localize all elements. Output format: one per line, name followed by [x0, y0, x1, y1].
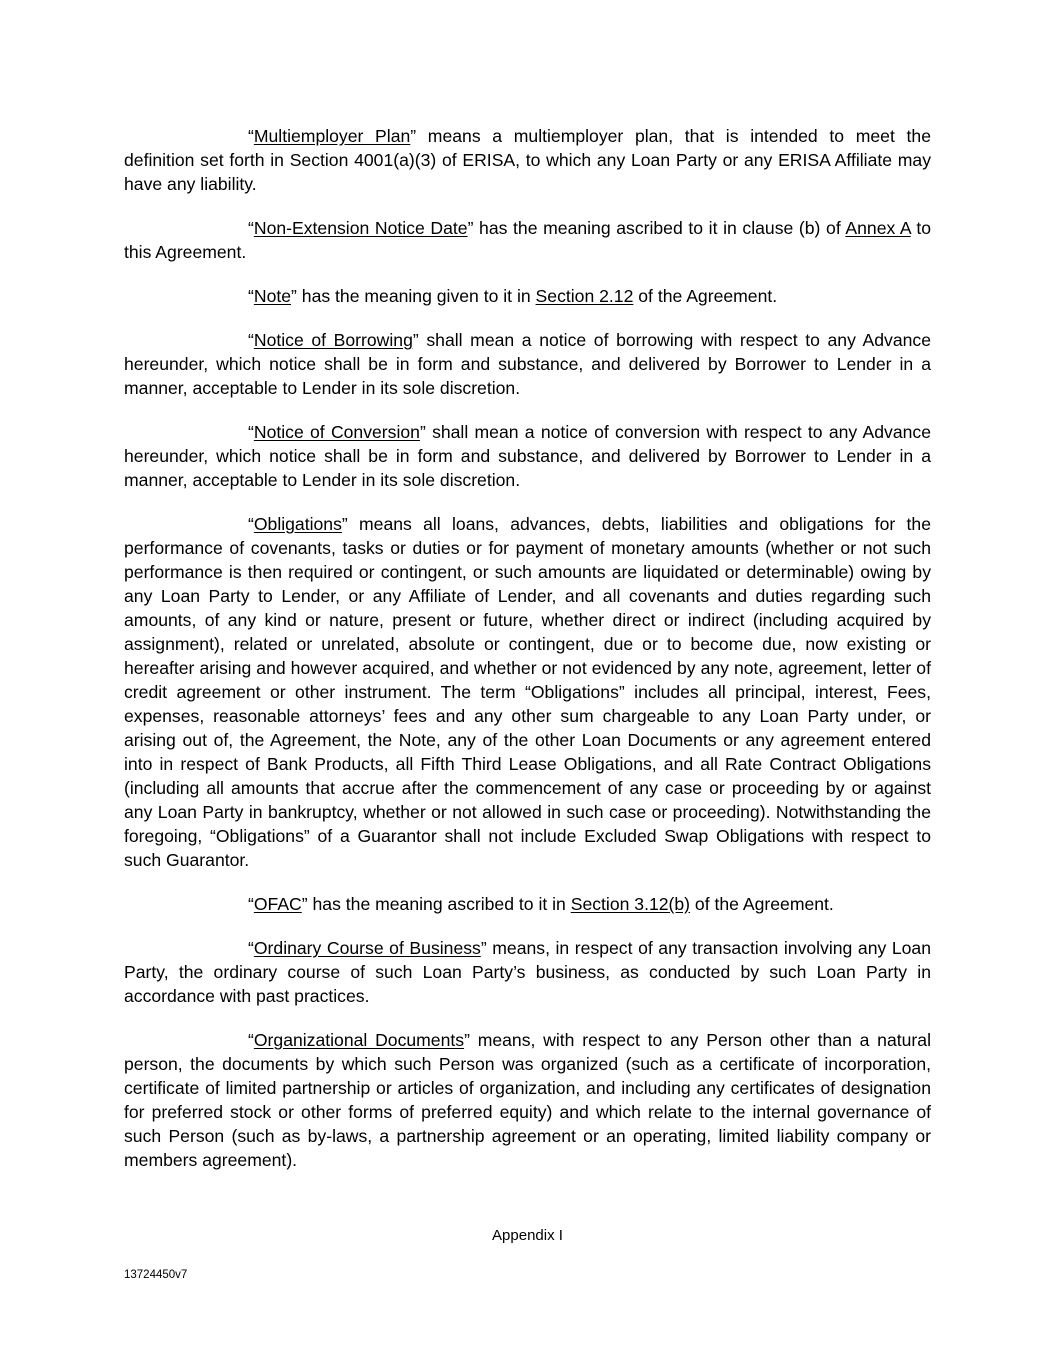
close-quote: ” — [341, 514, 348, 534]
close-quote: ” — [419, 422, 426, 442]
close-quote: ” — [291, 286, 297, 306]
defined-term: Note — [253, 286, 292, 306]
definition-text: means all loans, advances, debts, liabilities and obligations for the performance of covenants, tasks or duties or for payment of monetary amounts (whether or not such performance is then required or contingent, or such amounts are liquidated or determinable) owing by any Loan Party to Lender, or any Affiliate of Lender, and all covenants and duties regarding such amounts, of any kind or nature, present or future, whether direct or indirect (including acquired by assignment), related or unrelated, absolute or contingent, due or to become due, now existing or hereafter arising and however acquired, and whether or not evidenced by any note, agreement, letter of credit agreement or other instrument. The term “Obligations” includes all principal, interest, Fees, expenses, reasonable attorneys’ fees and any other sum chargeable to any Loan Party under, or arising out of, the Agreement, the Note, any of the other Loan Documents or any agreement entered into in respect of Bank Products, all Fifth Third Lease Obligations, and all Rate Contract Obligations (including all amounts that accrue after the commencement of any case or proceeding by or against any Loan Party in bankruptcy, whether or not allowed in such case or proceeding). Notwithstanding the foregoing, “Obligations” of a Guarantor shall not include Excluded Swap Obligations with respect to such Guarantor. — [124, 514, 931, 870]
defined-term: Obligations — [253, 514, 342, 534]
definitions-body — [124, 124, 931, 1192]
open-quote: “ — [248, 514, 254, 534]
defined-term: Notice of Borrowing — [253, 330, 413, 350]
open-quote: “ — [248, 1030, 254, 1050]
definition-text: means a multiemployer plan, that is intended to meet the definition set forth in Section 4001(a)(3) of ERISA, to which any Loan Party or any ERISA Affiliate may have any liability. — [124, 126, 931, 194]
definition-notice-of-conversion — [124, 420, 931, 492]
page-footer-appendix: Appendix I — [492, 1227, 563, 1244]
defined-term: Multiemployer Plan — [253, 126, 411, 146]
definition-ordinary-course-of-business — [124, 936, 931, 1008]
open-quote: “ — [248, 286, 254, 306]
document-id: 13724450v7 — [124, 1269, 188, 1281]
close-quote: ” — [464, 1030, 470, 1050]
defined-term: Organizational Documents — [253, 1030, 465, 1050]
definition-text: has the meaning ascribed to it in — [307, 894, 571, 914]
close-quote: ” — [410, 126, 417, 146]
defined-term: Notice of Conversion — [253, 422, 420, 442]
definition-obligations — [124, 512, 931, 872]
defined-term: OFAC — [253, 894, 302, 914]
cross-reference: Annex A — [845, 218, 911, 238]
close-quote: ” — [480, 938, 487, 958]
definition-text: means, in respect of any transaction involving any Loan Party, the ordinary course of such Loan Party’s business, as conducted by such Loan Party in accordance with past practices. — [124, 938, 931, 1006]
cross-reference: Section 3.12(b) — [570, 894, 691, 914]
open-quote: “ — [248, 422, 254, 442]
open-quote: “ — [248, 938, 254, 958]
close-quote: ” — [301, 894, 308, 914]
definition-text-tail: of the Agreement. — [690, 894, 834, 914]
definition-text-tail: of the Agreement. — [633, 286, 778, 306]
cross-reference: Section 2.12 — [535, 286, 634, 306]
definition-multiemployer-plan — [124, 124, 931, 196]
definition-text: shall mean a notice of borrowing with respect to any Advance hereunder, which notice shall be in form and substance, and delivered by Borrower to Lender in a manner, acceptable to Lender in its sole discretion. — [124, 330, 931, 398]
close-quote: ” — [412, 330, 419, 350]
open-quote: “ — [248, 126, 254, 146]
definition-organizational-documents — [124, 1028, 931, 1172]
open-quote: “ — [248, 894, 254, 914]
open-quote: “ — [248, 330, 254, 350]
definition-text: shall mean a notice of conversion with respect to any Advance hereunder, which notice shall be in form and substance, and delivered by Borrower to Lender in a manner, acceptable to Lender in its sole discretion. — [124, 422, 931, 490]
definition-notice-of-borrowing — [124, 328, 931, 400]
definition-text-tail: to this Agreement. — [124, 218, 932, 262]
open-quote: “ — [248, 218, 254, 238]
definition-text: has the meaning ascribed to it in clause (b) of — [473, 218, 846, 238]
definition-note — [124, 284, 931, 308]
close-quote: ” — [467, 218, 474, 238]
defined-term: Ordinary Course of Business — [253, 938, 481, 958]
definition-text: has the meaning given to it in — [296, 286, 536, 306]
defined-term: Non-Extension Notice Date — [253, 218, 468, 238]
definition-ofac — [124, 892, 931, 916]
definition-text: means, with respect to any Person other than a natural person, the documents by which such Person was organized (such as a certificate of incorporation, certificate of limited partnership or articles of organization, and including any certificates of designation for preferred stock or other forms of preferred equity) and which relate to the internal governance of such Person (such as by-laws, a partnership agreement or an operating, limited liability company or members agreement). — [124, 1030, 931, 1170]
definition-non-extension-notice-date — [124, 216, 931, 264]
